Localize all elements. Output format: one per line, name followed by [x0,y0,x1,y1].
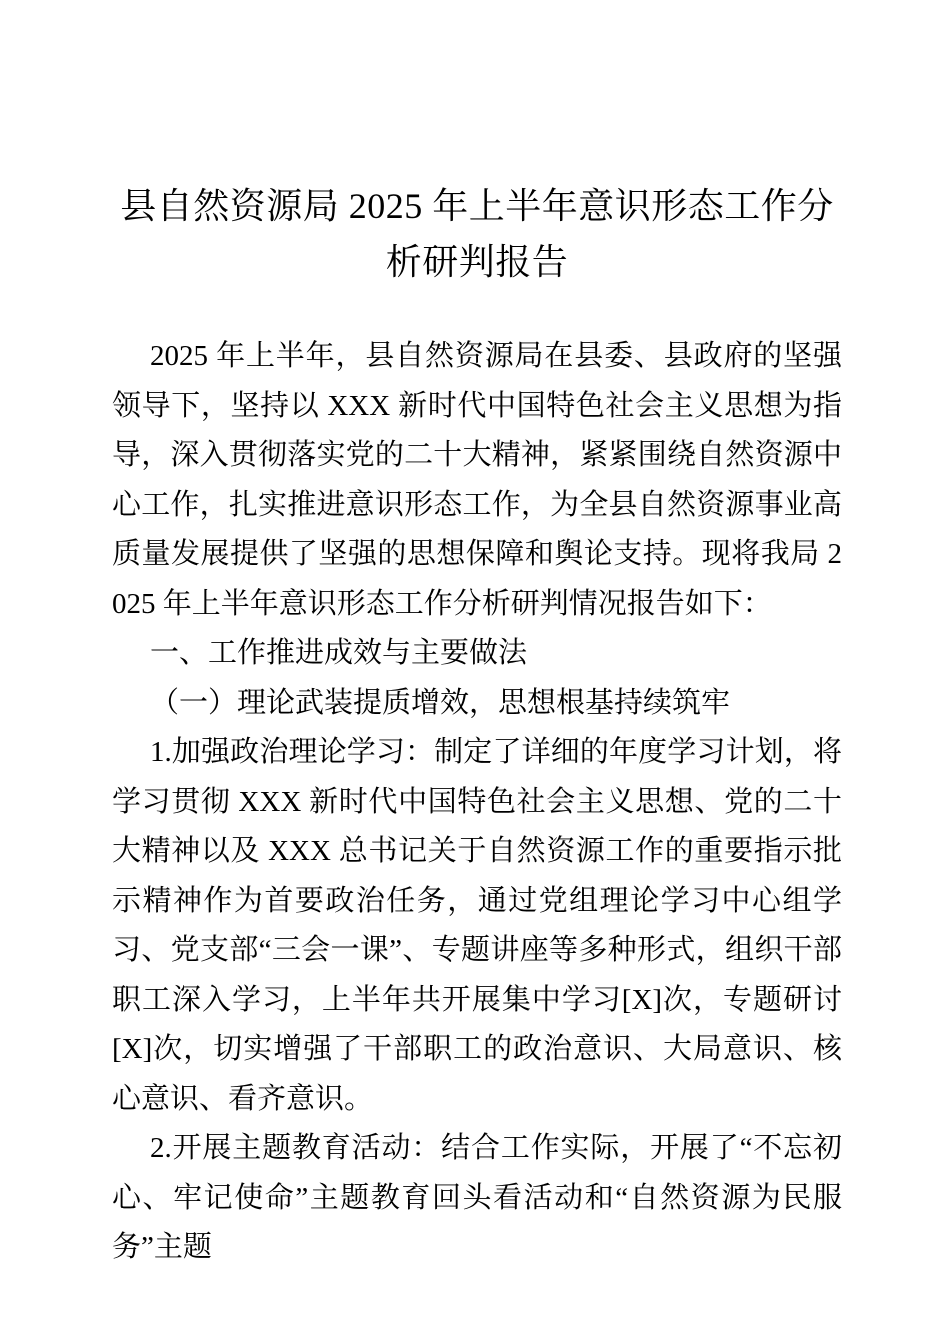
paragraph-item-2-truncated: 2.开展主题教育活动：结合工作实际，开展了“不忘初心、牢记使命”主题教育回头看活动和“自然资源为民服务”主题 [112,1132,842,1263]
document-body [112,332,842,1273]
document-title-line-1: 县自然资源局 2025 年上半年意识形态工作分 [120,186,834,226]
document-title-line-2: 析研判报告 [385,242,569,282]
document-title [112,178,842,290]
paragraph-intro: 2025 年上半年，县自然资源局在县委、县政府的坚强领导下，坚持以 XXX 新时代中国特色社会主义思想为指导，深入贯彻落实党的二十大精神，紧紧围绕自然资源中心工作，扎实推进意识形态工作，为全县自然资源事业高质量发展提供了坚强的思想保障和舆论支持。现将我局 2025 年上半年意识形态工作分析研判情况报告如下： [112,340,842,620]
subsection-heading-1-1: （一）理论武装提质增效，思想根基持续筑牢 [150,686,731,719]
section-heading-1: 一、工作推进成效与主要做法 [150,637,528,669]
paragraph-item-1: 1.加强政治理论学习：制定了详细的年度学习计划，将学习贯彻 XXX 新时代中国特色社会主义思想、党的二十大精神以及 XXX 总书记关于自然资源工作的重要指示批示精神作为首要政治任务，通过党组理论学习中心组学习、党支部“三会一课”、专题讲座等多种形式，组织干部职工深入学习，上半年共开展集中学习[X]次，专题研讨[X]次，切实增强了干部职工的政治意识、大局意识、核心意识、看齐意识。 [112,736,842,1115]
